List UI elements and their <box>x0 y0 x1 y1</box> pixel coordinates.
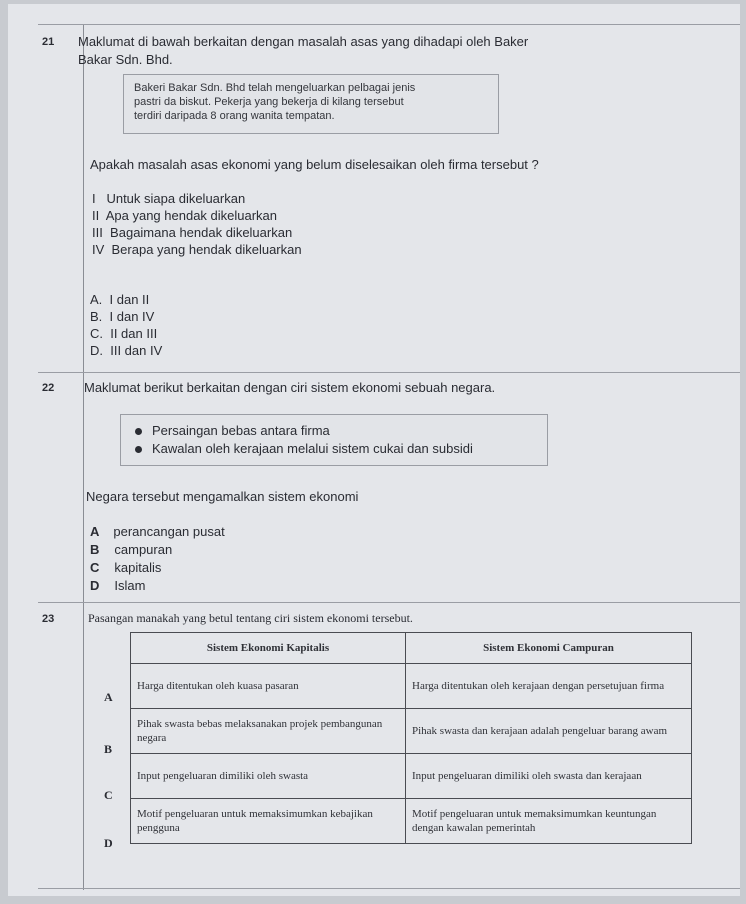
answer-option[interactable] <box>90 523 225 540</box>
table-cell: Pihak swasta dan kerajaan adalah pengeluar barang awam <box>406 709 692 754</box>
row-option-letter[interactable]: C <box>104 788 113 802</box>
answer-option[interactable] <box>90 541 172 558</box>
option-text: Islam <box>114 578 146 593</box>
table-cell: Pihak swasta bebas melaksanakan projek pembangunan negara <box>131 709 406 754</box>
option-text: kapitalis <box>114 560 162 575</box>
option-text: perancangan pusat <box>113 524 225 539</box>
answer-option[interactable]: D. III dan IV <box>90 343 163 358</box>
row-option-letter[interactable]: A <box>104 690 113 704</box>
bullet-item <box>135 440 547 458</box>
answer-option[interactable]: C. II dan III <box>90 326 158 341</box>
info-box-line: pastri da biskut. Pekerja yang bekerja di kilang tersebut <box>134 96 404 108</box>
bullet-icon <box>135 446 142 453</box>
option-letter: D <box>90 578 100 593</box>
divider-line <box>38 602 740 603</box>
exam-page <box>8 4 740 896</box>
table-row[interactable] <box>131 799 692 844</box>
option-letter: A <box>90 524 100 539</box>
question-stem: Bakar Sdn. Bhd. <box>78 52 173 67</box>
answer-option[interactable] <box>90 559 161 576</box>
bullet-icon <box>135 428 142 435</box>
row-option-letter[interactable]: B <box>104 742 113 756</box>
question-number-column-divider <box>83 24 84 890</box>
info-box <box>120 414 548 466</box>
question-number: 21 <box>42 36 55 48</box>
table-row[interactable] <box>131 664 692 709</box>
bullet-text: Kawalan oleh kerajaan melalui sistem cukai dan subsidi <box>152 441 473 456</box>
question-number: 23 <box>42 613 55 625</box>
table-row[interactable] <box>131 754 692 799</box>
table-cell: Motif pengeluaran untuk memaksimumkan keuntungan dengan kawalan pemerintah <box>406 799 692 844</box>
question-text: Negara tersebut mengamalkan sistem ekonomi <box>86 489 359 504</box>
statement: I Untuk siapa dikeluarkan <box>92 191 246 206</box>
option-text: campuran <box>114 542 173 557</box>
answer-option[interactable] <box>90 577 145 594</box>
question-stem: Maklumat berikut berkaitan dengan ciri sistem ekonomi sebuah negara. <box>84 380 496 395</box>
question-stem: Pasangan manakah yang betul tentang ciri sistem ekonomi tersebut. <box>88 611 413 625</box>
question-text: Apakah masalah asas ekonomi yang belum diselesaikan oleh firma tersebut ? <box>90 157 539 172</box>
divider-line <box>38 888 740 889</box>
answer-option[interactable]: B. I dan IV <box>90 309 155 324</box>
table-cell: Input pengeluaran dimiliki oleh swasta dan kerajaan <box>406 754 692 799</box>
table-header: Sistem Ekonomi Campuran <box>406 633 692 664</box>
info-box-line: Bakeri Bakar Sdn. Bhd telah mengeluarkan pelbagai jenis <box>134 82 416 94</box>
statement: III Bagaimana hendak dikeluarkan <box>92 225 293 240</box>
table-header-row <box>131 633 692 664</box>
comparison-table <box>130 632 692 844</box>
bullet-text: Persaingan bebas antara firma <box>152 423 330 438</box>
divider-line <box>38 372 740 373</box>
info-box-line: terdiri daripada 8 orang wanita tempatan. <box>134 110 335 122</box>
info-box <box>123 74 499 134</box>
question-stem: Maklumat di bawah berkaitan dengan masalah asas yang dihadapi oleh Baker <box>78 34 529 49</box>
option-letter: B <box>90 542 100 557</box>
divider-line <box>38 24 740 25</box>
row-option-letter[interactable]: D <box>104 836 113 850</box>
answer-option[interactable]: A. I dan II <box>90 292 150 307</box>
table-header: Sistem Ekonomi Kapitalis <box>131 633 406 664</box>
table-row[interactable] <box>131 709 692 754</box>
table-cell: Motif pengeluaran untuk memaksimumkan kebajikan pengguna <box>131 799 406 844</box>
option-letter: C <box>90 560 100 575</box>
question-number: 22 <box>42 382 55 394</box>
table-cell: Harga ditentukan oleh kerajaan dengan persetujuan firma <box>406 664 692 709</box>
table-cell: Harga ditentukan oleh kuasa pasaran <box>131 664 406 709</box>
statement: II Apa yang hendak dikeluarkan <box>92 208 278 223</box>
table-cell: Input pengeluaran dimiliki oleh swasta <box>131 754 406 799</box>
statement: IV Berapa yang hendak dikeluarkan <box>92 242 302 257</box>
bullet-item <box>135 422 547 440</box>
